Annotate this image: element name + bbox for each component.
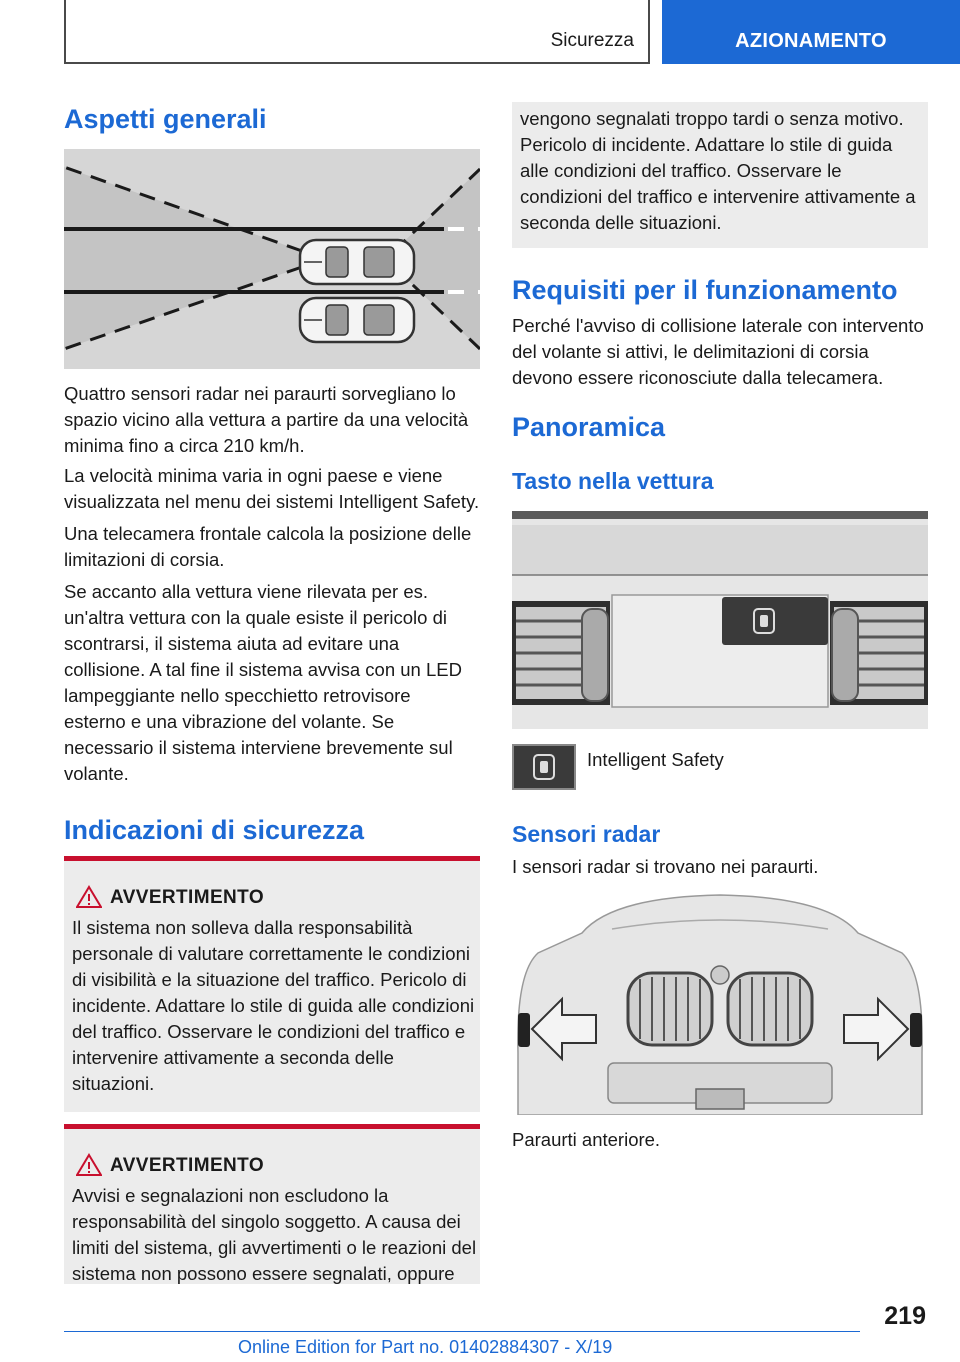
intelligent-safety-button-thumbnail [512,744,576,790]
warning-triangle-icon [76,885,102,909]
subsection-title-button: Tasto nella vettura [512,468,714,494]
section-title-safety: Indicazioni di sicurezza [64,815,365,845]
footer-edition: Online Edition for Part no. 01402884307 - X/19 [238,1337,613,1357]
general-paragraph-1: Quattro sensori radar nei paraurti sorvegliano lo spazio vicino alla vettura a partire da una velocità minima fino a circa 210 km/h. [64,383,469,456]
button-location-figure [512,511,928,729]
front-bumper-illustration [512,893,928,1115]
front-bumper-figure [512,893,928,1115]
header-section-tab[interactable] [64,0,650,64]
warning-text-1: Il sistema non solleva dalla responsabilità personale di valutare correttamente le condizioni di visibilità e la situazione del traffico. Pericolo di incidente. Adattare lo stile di guida alle condizioni del traffico. Osservare le condizioni del traffico e intervenire attivamente a seconda delle situazioni. [72,917,475,1094]
warning-triangle-icon [76,1153,102,1177]
lane-diagram-figure [64,149,480,369]
dashboard-button-illustration [512,511,928,729]
warning-label-2: AVVERTIMENTO [110,1155,264,1176]
lane-diagram-illustration [64,149,480,369]
radar-text: I sensori radar si trovano nei paraurti. [512,856,819,877]
warning-continuation-text: vengono segnalati troppo tardi o senza motivo. Pericolo di incidente. Adattare lo stile di guida alle condizioni del traffico. Osservare le condizioni del traffico e intervenire attivamente a seconda delle situazioni. [520,108,916,233]
vehicle-lower [300,298,414,342]
air-vent-right [830,601,928,705]
button-caption: Intelligent Safety [587,749,724,770]
section-title-requirements: Requisiti per il funzionamento [512,275,898,305]
header-section-label: Sicurezza [550,30,634,51]
header-chapter-tab[interactable] [662,0,960,64]
warning-box-1 [64,856,480,1112]
general-paragraph-3: Una telecamera frontale calcola la posizione delle limitazioni di corsia. [64,523,472,570]
subsection-title-radar: Sensori radar [512,821,661,847]
general-paragraph-2: La velocità minima varia in ogni paese e viene visualizzata nel menu dei sistemi Intelligent Safety. [64,465,480,512]
page-number: 219 [884,1302,926,1330]
bumper-caption: Paraurti anteriore. [512,1129,661,1150]
section-title-overview: Panoramica [512,412,666,442]
footer-divider [64,1331,860,1332]
air-vent-left [512,601,610,705]
requirements-text: Perché l'avviso di collisione laterale con intervento del volante si attivi, le delimitazioni di corsia devono essere riconosciute dalla telecamera. [512,315,924,388]
section-title-general: Aspetti generali [64,104,267,134]
warning-continuation-box [512,102,928,248]
general-paragraph-4: Se accanto alla vettura viene rilevata per es. un'altra vettura con la quale esiste il pericolo di scontrarsi, il sistema aiuta ad evitare una collisione. A tal fine il sistema avvisa con un LED lampeggiante nello specchietto retrovisore esterno e una vibrazione del volante. Se necessario il sistema interviene brevemente sul volante. [64,581,462,784]
warning-box-2 [64,1124,480,1284]
intelligent-safety-button [722,597,828,645]
warning-label-1: AVVERTIMENTO [110,887,264,908]
intelligent-safety-icon [514,746,574,788]
warning-text-2: Avvisi e segnalazioni non escludono la responsabilità del singolo soggetto. A causa dei limiti del sistema, gli avvertimenti o le reazioni del sistema non possono essere segnalati, oppure [72,1185,477,1284]
header-chapter-label: AZIONAMENTO [735,30,887,52]
vehicle-upper [300,240,414,284]
